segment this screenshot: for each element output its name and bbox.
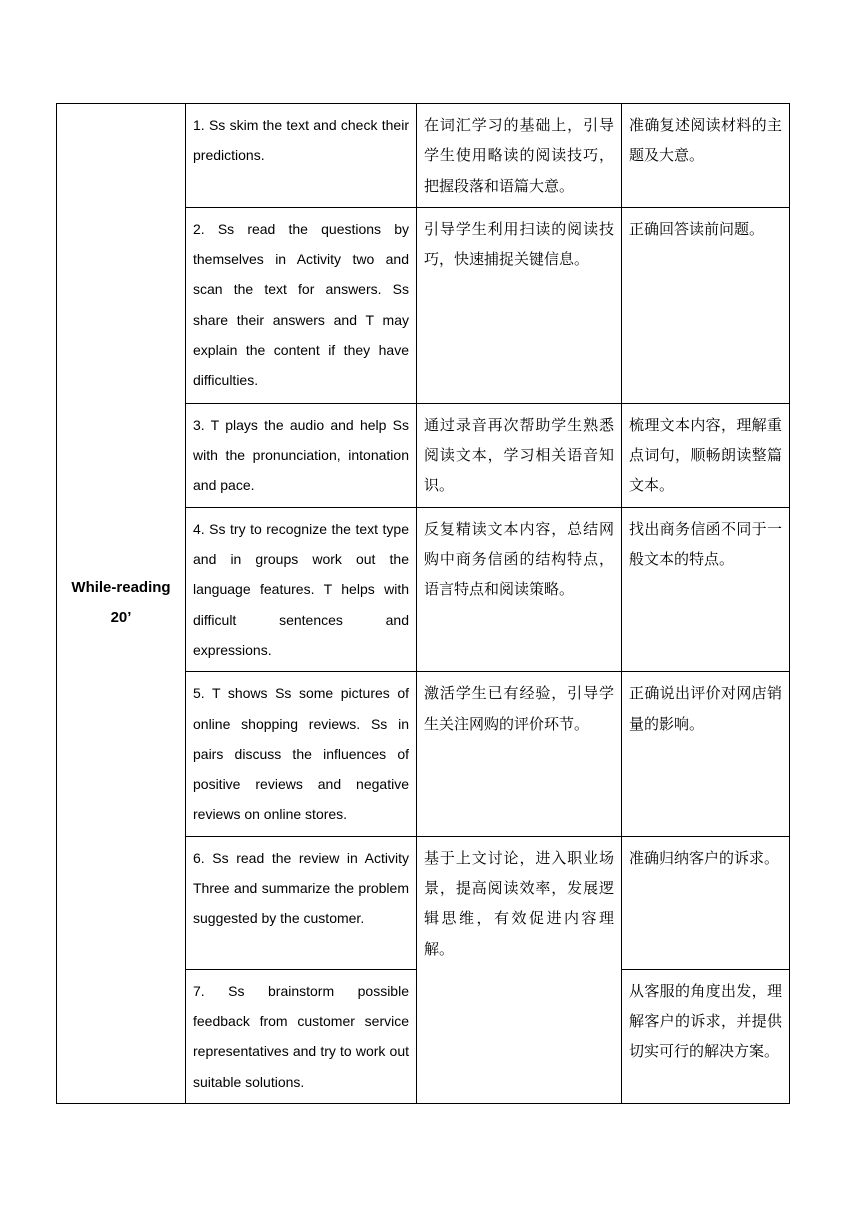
activity-cell: 5. T shows Ss some pictures of online shopping reviews. Ss in pairs discuss the influences of positive reviews and negative reviews on online stores. xyxy=(186,672,417,836)
activity-cell: 6. Ss read the review in Activity Three and summarize the problem suggested by the customer. xyxy=(186,836,417,969)
activity-cell: 3. T plays the audio and help Ss with the pronunciation, intonation and pace. xyxy=(186,403,417,507)
activity-cell: 4. Ss try to recognize the text type and in groups work out the language features. T helps with difficult sentences and expressions. xyxy=(186,507,417,671)
lesson-plan-table xyxy=(56,103,790,1104)
purpose-cell: 在词汇学习的基础上，引导学生使用略读的阅读技巧，把握段落和语篇大意。 xyxy=(417,104,622,208)
table-row xyxy=(57,104,790,208)
outcome-cell: 准确复述阅读材料的主题及大意。 xyxy=(622,104,790,208)
stage-time: 20’ xyxy=(110,609,132,627)
outcome-cell: 正确回答读前问题。 xyxy=(622,207,790,403)
activity-cell: 2. Ss read the questions by themselves in Activity two and scan the text for answers. Ss share their answers and T may explain the content if they have difficulties. xyxy=(186,207,417,403)
outcome-cell: 准确归纳客户的诉求。 xyxy=(622,836,790,969)
activity-cell: 1. Ss skim the text and check their predictions. xyxy=(186,104,417,208)
outcome-cell: 从客服的角度出发，理解客户的诉求，并提供切实可行的解决方案。 xyxy=(622,969,790,1103)
outcome-cell: 找出商务信函不同于一般文本的特点。 xyxy=(622,507,790,671)
outcome-cell: 正确说出评价对网店销量的影响。 xyxy=(622,672,790,836)
purpose-cell: 反复精读文本内容，总结网购中商务信函的结构特点，语言特点和阅读策略。 xyxy=(417,507,622,671)
stage-name: While-reading xyxy=(71,579,171,597)
purpose-cell: 引导学生利用扫读的阅读技巧，快速捕捉关键信息。 xyxy=(417,207,622,403)
purpose-cell: 通过录音再次帮助学生熟悉阅读文本，学习相关语音知识。 xyxy=(417,403,622,507)
stage-cell xyxy=(57,104,186,1104)
outcome-cell: 梳理文本内容，理解重点词句，顺畅朗读整篇文本。 xyxy=(622,403,790,507)
purpose-cell: 激活学生已有经验，引导学生关注网购的评价环节。 xyxy=(417,672,622,836)
purpose-cell: 基于上文讨论，进入职业场景，提高阅读效率，发展逻辑思维，有效促进内容理解。 xyxy=(417,836,622,1103)
activity-cell: 7. Ss brainstorm possible feedback from customer service representatives and try to work out suitable solutions. xyxy=(186,969,417,1103)
